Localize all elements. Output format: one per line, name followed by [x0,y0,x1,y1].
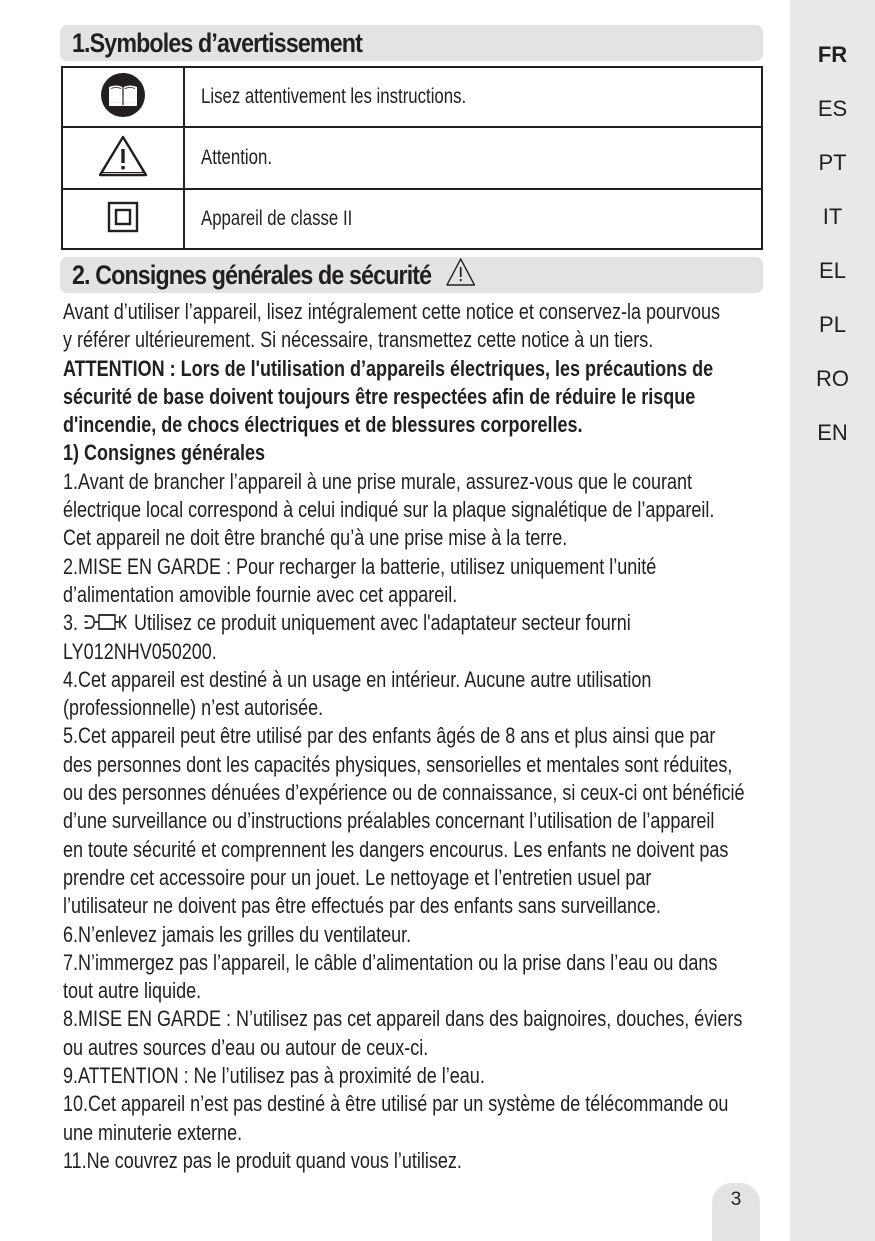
bold-text-line [63,355,714,383]
line-text: prendre cet accessoire pour un jouet. Le nettoyage et l’entretien usuel par [63,864,652,890]
text-line [63,892,703,920]
symbol-icon-cell [62,127,184,189]
text-line [63,694,703,722]
line-text: ou autres sources d’eau ou autour de ceux-ci. [63,1034,429,1060]
text-line [63,977,703,1005]
warning-triangle-icon [445,257,476,287]
line-text: 8.MISE EN GARDE : N’utilisez pas cet appareil dans des baignoires, douches, éviers [63,1006,743,1032]
language-tab-fr[interactable]: FR [817,42,848,67]
text-line [63,807,715,835]
section-2-title-wrap [72,257,476,293]
line-text: 11.Ne couvrez pas le produit quand vous l’utilisez. [63,1147,462,1173]
symbol-row [62,67,762,127]
text-line [63,553,703,581]
line-text: électrique local correspond à celui indiqué sur la plaque signalétique de l’appareil. [63,497,715,523]
symbols-table [61,66,763,250]
section-2-header [60,257,763,293]
line-text: LY012NHV050200. [63,638,217,664]
text-line [63,1062,703,1090]
text-line [63,1090,729,1118]
line-text: Cet appareil ne doit être branché qu’à une prise mise à la terre. [63,525,568,551]
language-tab-it[interactable]: IT [822,204,843,229]
line-text: ATTENTION : Lors de l'utilisation d’appareils électriques, les précautions de [63,355,714,381]
line-text: 1.Avant de brancher l’appareil à une prise murale, assurez-vous que le courant [63,468,693,494]
symbol-text-cell [184,127,762,189]
line-text: 10.Cet appareil n’est pas destiné à être utilisé par un système de télécommande ou [63,1091,729,1117]
text-line [63,864,703,892]
text-line [63,751,733,779]
text-line [63,581,703,609]
text-line [63,666,703,694]
text-line [63,1005,743,1033]
text-line [63,779,745,807]
symbol-text-cell [184,189,762,249]
line-text: Utilisez ce produit uniquement avec l'adaptateur secteur fourni [134,610,631,636]
language-sidebar [790,0,875,1241]
bold-text-line [63,383,703,411]
section-1-header [60,25,763,61]
text-line [63,298,721,326]
bold-text-line [63,411,703,439]
symbol-text-cell [184,67,762,127]
line-text: ou des personnes dénuées d’expérience ou de connaissance, si ceux-ci ont bénéficié [63,780,745,806]
item-number: 3. [63,610,79,636]
warning-triangle-icon [97,134,149,178]
line-text: (professionnelle) n’est autorisée. [63,695,324,721]
page-number-tab [712,1183,760,1241]
safety-instructions [63,298,863,1175]
line-text: l’utilisateur ne doivent pas être effectués par des enfants sans surveillance. [63,893,662,919]
page-number: 3 [730,1189,742,1210]
adapter-plug-icon [83,612,129,632]
symbol-description: Appareil de classe II [201,207,353,230]
text-line [63,836,729,864]
line-text: 7.N’immergez pas l’appareil, le câble d’alimentation ou la prise dans l’eau ou dans [63,949,718,975]
symbol-row [62,189,762,249]
text-line [63,921,703,949]
symbol-description: Lisez attentivement les instructions. [201,85,467,108]
line-text: une minuterie externe. [63,1119,243,1145]
text-line [63,1034,703,1062]
text-line [63,722,716,750]
line-text: en toute sécurité et comprennent les dangers encourus. Les enfants ne doivent pas [63,836,729,862]
line-text: 5.Cet appareil peut être utilisé par des enfants âgés de 8 ans et plus ainsi que par [63,723,716,749]
bold-text-line [63,439,703,467]
symbol-row [62,127,762,189]
text-line [63,326,703,354]
book-icon [100,72,146,118]
symbol-icon-cell [62,67,184,127]
class-ii-icon [107,201,139,233]
line-text: d’alimentation amovible fournie avec cet appareil. [63,581,458,607]
text-line [63,638,703,666]
line-text: 9.ATTENTION : Ne l’utilisez pas à proximité de l’eau. [63,1063,485,1089]
line-text: 2.MISE EN GARDE : Pour recharger la batterie, utilisez uniquement l’unité [63,553,657,579]
text-line [63,949,718,977]
text-line [63,496,715,524]
line-text: 4.Cet appareil est destiné à un usage en intérieur. Aucune autre utilisation [63,666,652,692]
language-tab-pt[interactable]: PT [818,150,847,175]
text-line [63,1147,703,1175]
language-tab-es[interactable]: ES [817,96,848,121]
language-tab-pl[interactable]: PL [819,312,846,337]
text-line [63,609,703,637]
line-text: d’une surveillance ou d’instructions préalables concernant l’utilisation de l’appareil [63,808,715,834]
language-tab-ro[interactable]: RO [816,366,849,391]
language-tab-el[interactable]: EL [819,258,846,283]
line-text: Avant d’utiliser l’appareil, lisez intégralement cette notice et conservez-la pourvous [63,299,721,324]
language-tab-en[interactable]: EN [817,420,848,445]
text-line [63,524,703,552]
line-text: 6.N’enlevez jamais les grilles du ventilateur. [63,921,412,947]
text-line [63,1119,703,1147]
line-text: d'incendie, de chocs électriques et de blessures corporelles. [63,412,583,438]
line-text: y référer ultérieurement. Si nécessaire, transmettez cette notice à un tiers. [63,327,654,353]
line-text: tout autre liquide. [63,978,202,1004]
line-text: des personnes dont les capacités physiques, sensorielles et mentales sont réduites, [63,751,733,777]
text-line [63,468,703,496]
symbol-icon-cell [62,189,184,249]
line-text: 1) Consignes générales [63,440,266,466]
line-text: sécurité de base doivent toujours être respectées afin de réduire le risque [63,383,696,409]
section-2-title: 2. Consignes générales de sécurité [72,260,432,290]
symbol-description: Attention. [201,146,272,169]
section-1-title: 1.Symboles d’avertissement [72,28,362,58]
